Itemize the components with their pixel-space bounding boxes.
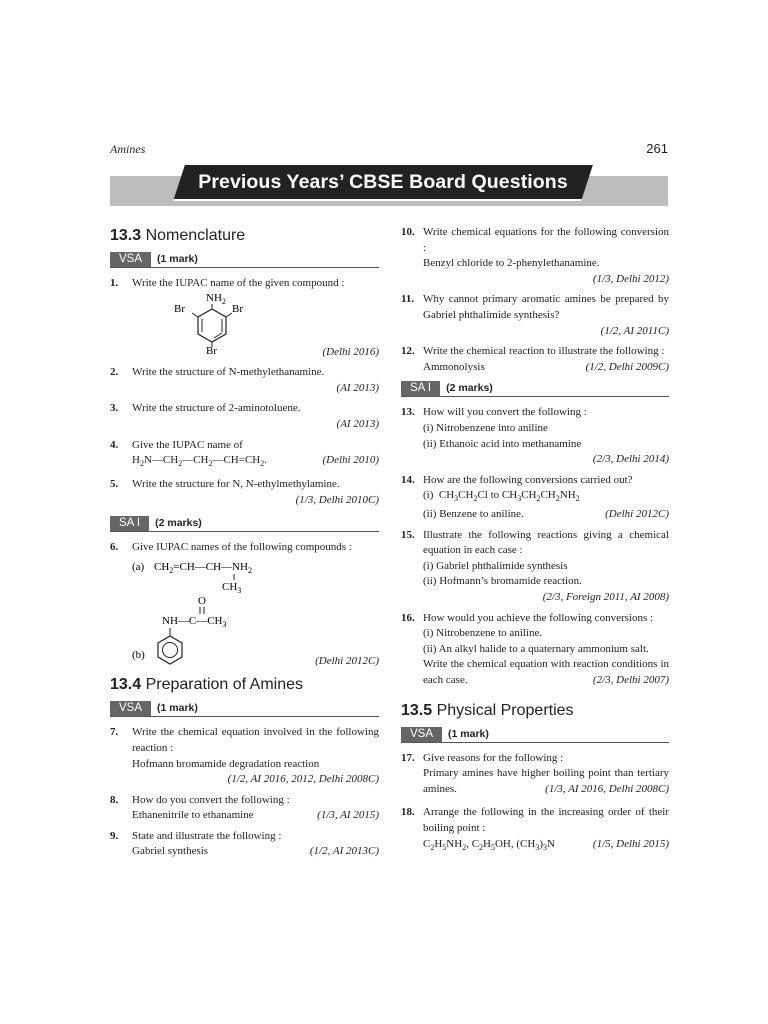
svg-text:Br: Br [174,302,185,315]
svg-text:CH2=CH—CH—NH2: $CH_2=CH—CH—NH_2$ [154,560,252,575]
question-9: 9. State and illustrate the following : Gabriel synthesis (1/2, AI 2013C) [110,829,379,858]
formula-chloroethane-conversion: (i) $CH_3CH_2Cl$ to $CH_3CH_2CH_2NH_2$ [423,489,580,504]
svg-text:Br: Br [232,302,243,315]
question-1: 1. Write the IUPAC name of the given compound : $NH_2$ Br Br Br (Delhi 2016) [110,277,379,358]
question-3: 3. Write the structure of 2-aminotoluene. (AI 2013) [110,402,379,430]
section-heading-13-4: 13.4 Preparation of Amines [110,676,304,694]
banner-title: Previous Years’ CBSE Board Questions [198,171,568,193]
formula-butenamine: $H_2N—CH_2—CH_2—CH=CH_2$. [132,454,267,469]
left-column [110,224,379,865]
formula-boiling-list: $C_2H_5NH_2$, $C_2H_5OH$, $(CH_3)_3N$ [423,837,555,852]
svg-text:(b): (b) [132,648,145,661]
question-2: 2. Write the structure of N-methylethanamine. (AI 2013) [110,366,379,394]
question-12: 12. Write the chemical reaction to illustrate the following : Ammonolysis (1/2, Delhi 2009C) [401,345,669,373]
svg-text:CH3: $CH_3$ [222,580,242,594]
question-4: 4. Give the IUPAC name of $H_2N—CH_2—CH_2—CH=CH_2$. (Delhi 2010) [110,438,379,469]
question-15: 15. Illustrate the following reactions giving a chemical equation in each case : (i) Gabriel phthalimide synthesis (ii) Hofmann’s bromamide reaction. (2/3, Foreign 2011, AI 2008) [401,528,669,604]
question-10: 10. Write chemical equations for the following conversion : Benzyl chloride to 2-phenylethanamine. (1/3, Delhi 2012) [401,226,669,285]
question-7: 7. Write the chemical equation involved in the following reaction : Hofmann bromamide degradation reaction (1/2, AI 2016, 2012, Delhi 2008C) [110,726,379,786]
section-heading-13-5: 13.5 Physical Properties [401,701,574,719]
svg-text:Br: Br [206,344,217,354]
question-18: 18. Arrange the following in the increasing order of their boiling point : $C_2H_5NH_2$, $C_2H_5OH$, $(CH_3)_3N$ (1/5, Delhi 2015) [401,806,669,852]
question-14: 14. How are the following conversions carried out? (i) $CH_3CH_2Cl$ to $CH_3CH_2CH_2NH_2$ (ii) Benzene to aniline. (Delhi 2012C) [401,473,669,521]
question-11: 11. Why cannot primary aromatic amines be prepared by Gabriel phthalimide synthesis? (1/2, AI 2011C) [401,293,669,337]
chapter-name: Amines [110,142,146,156]
compound-a-structure [132,556,379,594]
sa1-tag-2: SA I (2 marks) [401,381,669,397]
vsa-tag-3: VSA (1 mark) [401,727,669,743]
vsa-tag-2: VSA (1 mark) [110,701,379,717]
question-8: 8. How do you convert the following : Ethanenitrile to ethanamine (1/3, AI 2015) [110,793,379,822]
question-5: 5. Write the structure for N, N-ethylmethylamine. (1/3, Delhi 2010C) [110,477,379,506]
sa1-tag: SA I (2 marks) [110,516,379,532]
right-column [401,224,669,860]
svg-text:O: O [198,594,206,607]
svg-text:NH—C—CH3: $NH—C—CH_3$ [162,614,227,629]
question-17: 17. Give reasons for the following : Primary amines have higher boiling point than tertiary amines. (1/3, AI 2016, Delhi 2008C) [401,751,669,795]
question-6: 6. Give IUPAC names of the following compounds : (a) $CH_2=CH—CH—NH_2$ $CH_3$ O $NH—C—CH_3$ (b) (Delhi 2012C) [110,540,379,669]
svg-text:NH2: $NH_2$ [206,291,226,306]
section-heading-13-3: 13.3 Nomenclature [110,227,246,244]
vsa-tag: VSA (1 mark) [110,252,379,268]
page-number: 261 [646,141,668,156]
svg-text:(a): (a) [132,560,145,573]
question-13: 13. How will you convert the following : (i) Nitrobenzene into aniline (ii) Ethanoic acid into methanamine (2/3, Delhi 2014) [401,406,669,466]
question-16: 16. How would you achieve the following conversions : (i) Nitrobenzene to aniline. (ii) An alkyl halide to a quaternary ammonium salt. Write the chemical equation with reaction conditions in each case. (2/3, Delhi 2007) [401,611,669,687]
